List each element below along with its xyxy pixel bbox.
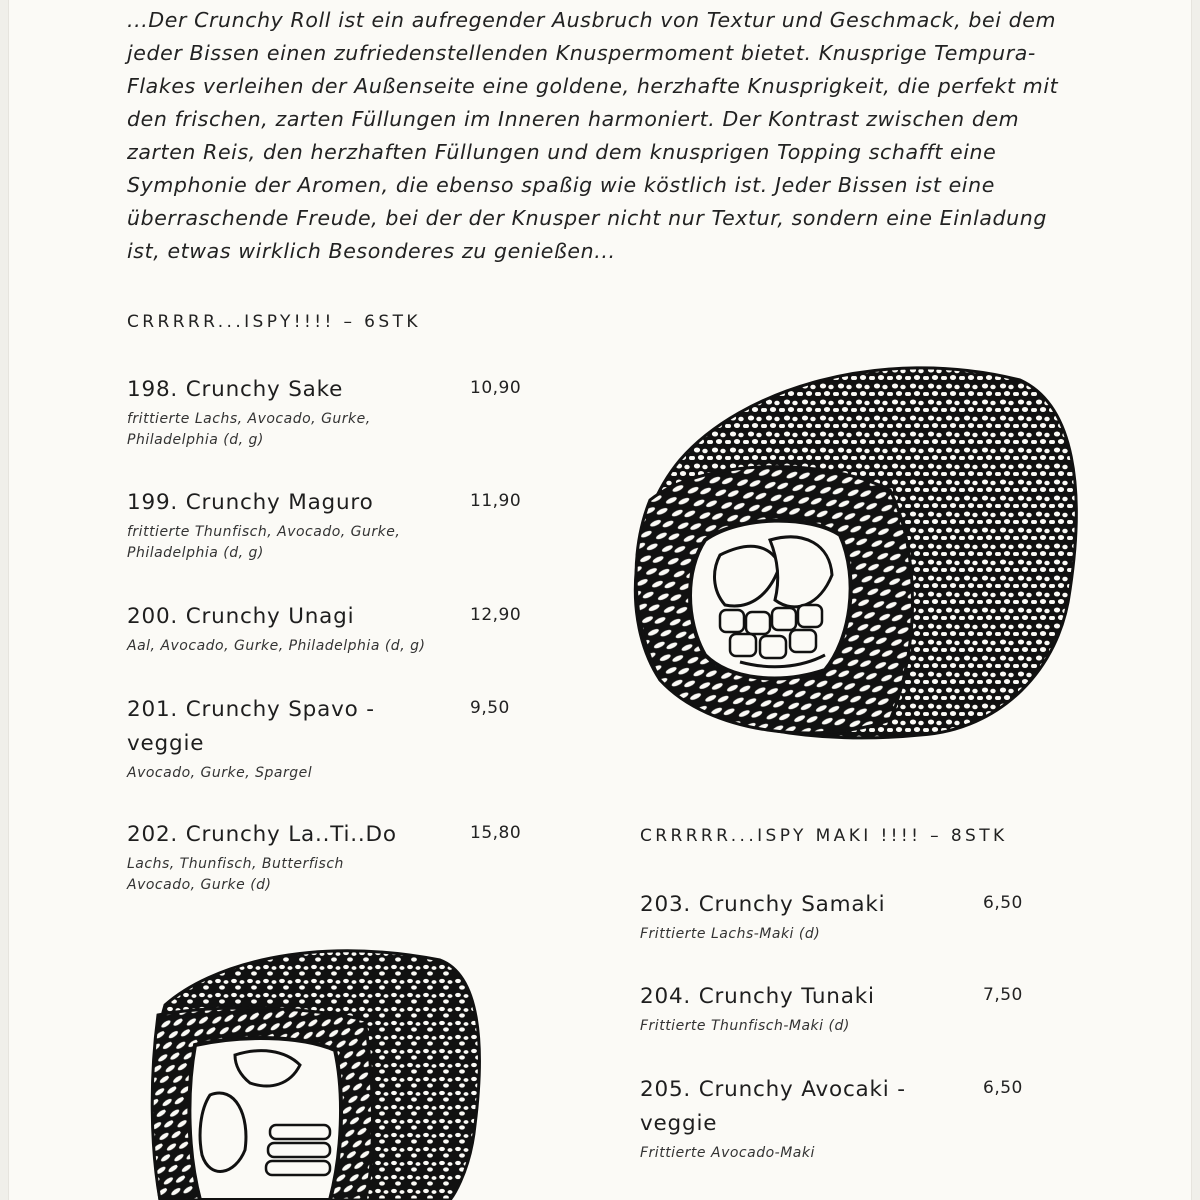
section-title-crispy: CRRRRR...ISPY!!!! – 6STK (127, 312, 421, 332)
item-price: 15,80 (470, 823, 522, 843)
page-edge-left (0, 0, 9, 1200)
menu-item-200 (127, 600, 527, 657)
item-price: 11,90 (470, 491, 522, 511)
item-description: frittierte Thunfisch, Avocado, Gurke, Philadelphia (d, g) (127, 524, 401, 561)
item-name: 202. Crunchy La..Ti..Do (127, 822, 397, 847)
menu-item-203 (640, 888, 1040, 945)
item-name: 199. Crunchy Maguro (127, 490, 374, 515)
item-description: Avocado, Gurke, Spargel (127, 765, 313, 781)
item-name: 200. Crunchy Unagi (127, 604, 355, 629)
item-description: Lachs, Thunfisch, Butterfisch Avocado, Gurke (d) (127, 856, 344, 893)
menu-item-198 (127, 373, 527, 451)
page-edge-right (1191, 0, 1200, 1200)
item-price: 12,90 (470, 605, 522, 625)
item-description: Frittierte Lachs-Maki (d) (640, 926, 821, 942)
item-description: Frittierte Thunfisch-Maki (d) (640, 1018, 850, 1034)
item-price: 10,90 (470, 378, 522, 398)
item-price: 7,50 (983, 985, 1023, 1005)
item-description: Aal, Avocado, Gurke, Philadelphia (d, g) (127, 638, 426, 654)
item-name: 204. Crunchy Tunaki (640, 984, 875, 1009)
item-description: frittierte Lachs, Avocado, Gurke, Philadelphia (d, g) (127, 411, 371, 448)
item-name: 201. Crunchy Spavo - veggie (127, 697, 375, 756)
menu-item-204 (640, 980, 1040, 1037)
item-price: 6,50 (983, 893, 1023, 913)
crunchy-maki-illustration (150, 935, 490, 1200)
menu-item-202 (127, 818, 527, 896)
menu-item-199 (127, 486, 527, 564)
section-title-crispy-maki: CRRRRR...ISPY MAKI !!!! – 8STK (640, 826, 1008, 846)
item-name: 203. Crunchy Samaki (640, 892, 886, 917)
intro-text: ...Der Crunchy Roll ist ein aufregender Ausbruch von Textur und Geschmack, bei dem jeder Bissen einen zufriedenstellenden Knuspermoment bietet. Knusprige Tempura-Flakes verleihen der Außenseite eine goldene, herzhafte Knusprigkeit, die perfekt mit den frischen, zarten Füllungen im Inneren harmoniert. Der Kontrast zwischen dem zarten Reis, den herzhaften Füllungen und dem knusprigen Topping schafft eine Symphonie der Aromen, die ebenso spaßig wie köstlich ist. Jeder Bissen ist eine überraschende Freude, bei der der Knusper nicht nur Textur, sondern eine Einladung ist, etwas wirklich Besonderes zu genießen... (127, 8, 1059, 263)
crunchy-roll-illustration (620, 350, 1080, 750)
item-name: 205. Crunchy Avocaki - veggie (640, 1077, 906, 1136)
item-description: Frittierte Avocado-Maki (640, 1145, 815, 1161)
menu-item-201 (127, 693, 527, 784)
item-price: 6,50 (983, 1078, 1023, 1098)
item-name: 198. Crunchy Sake (127, 377, 344, 402)
menu-item-205 (640, 1073, 1040, 1164)
item-price: 9,50 (470, 698, 510, 718)
